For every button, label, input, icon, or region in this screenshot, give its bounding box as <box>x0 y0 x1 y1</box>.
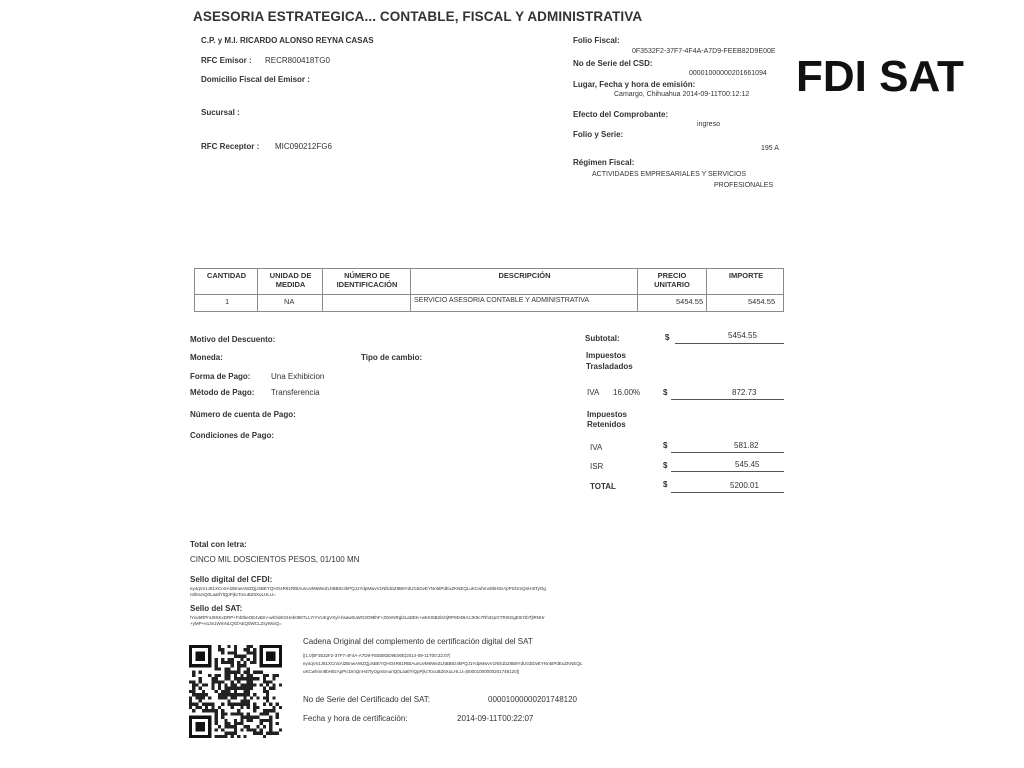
payment-conditions-label: Condiciones de Pago: <box>190 431 275 440</box>
header-unit: UNIDAD DE MEDIDA <box>269 271 312 289</box>
sat-seal-line-2: +yMP+e13v1WmNLQGfAEQ0WCLZsyWoiQ= <box>190 621 282 626</box>
retained-taxes-label-1: Impuestos <box>587 410 628 419</box>
total-currency: $ <box>663 480 668 489</box>
payment-method-value: Transferencia <box>271 388 320 397</box>
payment-method-label: Método de Pago: <box>190 388 255 397</box>
issuer-address-label: Domicilio Fiscal del Emisor : <box>201 75 310 84</box>
folio-fiscal-value: 0F3532F2-37F7-4F4A-A7D9-FEEB82D9E00E <box>632 48 776 55</box>
payment-form-value: Una Exhibicion <box>271 372 325 381</box>
currency-label: Moneda: <box>190 353 223 362</box>
issuer-rfc-label: RFC Emisor : <box>201 56 252 65</box>
folio-fiscal-label: Folio Fiscal: <box>573 36 620 45</box>
qr-code-icon <box>189 645 282 738</box>
retained-iva-currency: $ <box>663 441 668 450</box>
payment-form-label: Forma de Pago: <box>190 372 251 381</box>
cell-unit: NA <box>284 297 295 306</box>
iva-label: IVA <box>587 388 600 397</box>
cert-serial-label: No de Serie del Certificado del SAT: <box>303 695 431 704</box>
cert-date-value: 2014-09-11T00:22:07 <box>457 714 534 723</box>
iva-rate: 16.00% <box>613 388 641 397</box>
transferred-taxes-label-2: Trasladados <box>586 362 633 371</box>
isr-value: 545.45 <box>735 460 760 469</box>
issue-place-label: Lugar, Fecha y hora de emisión: <box>573 80 696 89</box>
tax-regime-value-2: PROFESIONALES <box>714 182 774 189</box>
total-label: TOTAL <box>590 482 616 491</box>
retained-iva-label: IVA <box>590 443 603 452</box>
issuer-rfc-value: RECR800418TG0 <box>265 56 330 65</box>
folio-series-label: Folio y Serie: <box>573 130 624 139</box>
iva-value: 872.73 <box>732 388 757 397</box>
cell-description: SERVICIO ASESORIA CONTABLE Y ADMINISTRATIVA <box>414 297 590 304</box>
tax-regime-value-1: ACTIVIDADES EMPRESARIALES Y SERVICIOS <box>592 171 747 178</box>
cell-unit-price: 5454.55 <box>676 297 704 306</box>
cell-quantity: 1 <box>225 297 230 306</box>
subtotal-value: 5454.55 <box>728 331 757 340</box>
voucher-effect-label: Efecto del Comprobante: <box>573 110 669 119</box>
voucher-effect-value: ingreso <box>697 121 720 128</box>
transferred-taxes-label-1: Impuestos <box>586 351 627 360</box>
total-value: 5200.01 <box>730 481 759 490</box>
retained-iva-value: 581.82 <box>734 441 759 450</box>
cfdi-seal-label: Sello digital del CFDI: <box>190 575 273 584</box>
original-chain-line-1: ||1.0|0F3532F2-37F7-4F4A-A7D9-FEEB82D9E00E|2014-09-11T00:22:07| <box>303 653 451 658</box>
cert-serial-value: 00001000000201748120 <box>488 695 577 704</box>
document-title: ASESORIA ESTRATEGICA... CONTABLE, FISCAL Y ADMINISTRATIVA <box>193 9 643 24</box>
slide-title: FDI SAT <box>796 52 964 101</box>
header-quantity: CANTIDAD <box>206 271 247 280</box>
isr-label: ISR <box>590 462 604 471</box>
cert-date-label: Fecha y hora de certificación: <box>303 714 408 723</box>
account-number-label: Número de cuenta de Pago: <box>190 410 296 419</box>
original-chain-line-2: ey4qVn1J81XCnSAl2BnwAWZQjJsBEYQHO4R81RBtAunUvM6WeZLhBB8z4kPQJ1YdpMwvV1Nl51bZ8B8YdUGbDvEYNn5tPdEuZKNEQL <box>303 661 583 666</box>
sat-seal-line-1: lYvu5RPnU9SKxDRP+Fd0beOE4vBm+wKhdKGHeb086TLLYIYVUKgVXyl+bsaw0uWO3O9tthF+Z0mNRgl2LaDEK+wKKI5B2lzi0jRP9D4BAzJK9c7Rh3zpGTRr6GgE0rObTjlRNHr <box>190 615 545 620</box>
exchange-rate-label: Tipo de cambio: <box>361 353 423 362</box>
header-unit-price: PRECIO UNITARIO <box>654 271 690 289</box>
branch-label: Sucursal : <box>201 108 240 117</box>
items-table <box>194 268 784 312</box>
cfdi-seal-line-1: ey4qVn1J81XCnSAl2BnwAWZQjJsBEYQHO4R81RBtAunUvM6WeZLhBB8z4kPQJ1YdpMwvV1Nl51bZ8B8YdUGbDvEYNn5tPdEuZKNEQLuKCwhmn8bH8zApPIcDmQnH4tTyOg <box>190 586 546 591</box>
tax-regime-label: Régimen Fiscal: <box>573 158 635 167</box>
receiver-rfc-label: RFC Receptor : <box>201 142 260 151</box>
receiver-rfc-value: MIC090212FG6 <box>275 142 332 151</box>
issuer-name: C.P. y M.I. RICARDO ALONSO REYNA CASAS <box>201 36 374 45</box>
amount-words-label: Total con letra: <box>190 540 247 549</box>
discount-label: Motivo del Descuento: <box>190 335 276 344</box>
original-chain-line-3: uKCwhmn8bH8zApPIcDmQnH4tTyOgnSmunQ0LaatlYlQpPjkcTocuBZ6XuLHLU=|00001000000201748120|| <box>303 669 520 674</box>
header-identification: NÚMERO DE IDENTIFICACIÓN <box>336 271 398 289</box>
isr-currency: $ <box>663 461 668 470</box>
retained-taxes-label-2: Retenidos <box>587 420 626 429</box>
subtotal-label: Subtotal: <box>585 334 620 343</box>
folio-series-value: 195 A <box>761 145 779 152</box>
cfdi-seal-line-2: n0brunQ0LaatlYlQpPjkcTocuBZ6XuLHLU= <box>190 592 276 597</box>
csd-serial-label: No de Serie del CSD: <box>573 59 653 68</box>
issue-place-value: Camargo, Chihuahua 2014-09-11T00:12:12 <box>614 91 750 98</box>
original-chain-label: Cadena Original del complemento de certificación digital del SAT <box>303 637 533 646</box>
subtotal-currency: $ <box>665 333 670 342</box>
header-description: DESCRIPCIÓN <box>498 271 551 280</box>
sat-seal-label: Sello del SAT: <box>190 604 243 613</box>
cell-amount: 5454.55 <box>748 297 776 306</box>
iva-currency: $ <box>663 388 668 397</box>
amount-words-value: CINCO MIL DOSCIENTOS PESOS, 01/100 MN <box>190 555 360 564</box>
header-amount: IMPORTE <box>728 271 764 280</box>
csd-serial-value: 00001000000201661094 <box>689 70 767 77</box>
